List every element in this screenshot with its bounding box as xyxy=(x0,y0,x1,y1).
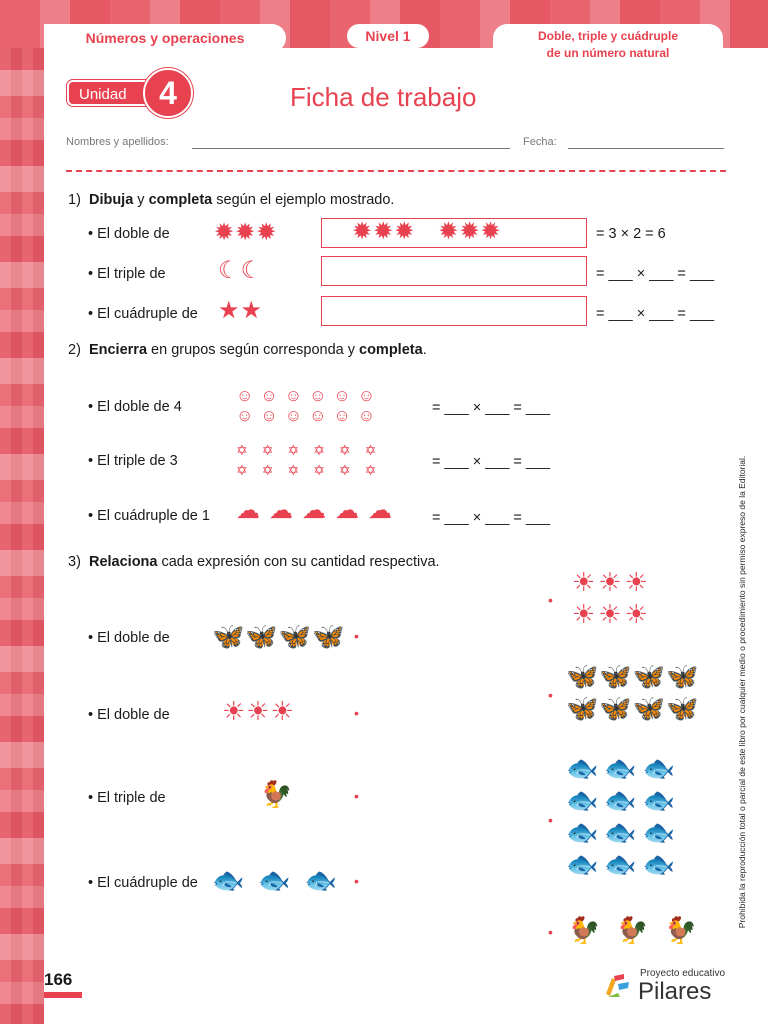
legal-notice: Prohibida la reproducción total o parcial de este libro por cualquier medio o procedimiento sin permiso expreso de la Editorial. xyxy=(737,455,747,929)
s3-left3-dot[interactable]: • xyxy=(354,788,359,804)
fish-row-1: 🐟🐟🐟 xyxy=(566,753,682,783)
section3-number: 3) xyxy=(68,554,81,570)
s2-row1-equation: = ___ × ___ = ___ xyxy=(432,400,551,416)
hen-icon: 🐓 xyxy=(260,779,294,809)
subtitle-line1: Doble, triple y cuádruple xyxy=(537,29,679,43)
section1-instruction xyxy=(68,192,394,208)
s3-right1-dot[interactable]: • xyxy=(548,592,553,608)
sun-row-2: ☀☀☀ xyxy=(572,599,651,629)
s1-row2-answer-box[interactable] xyxy=(321,256,587,286)
name-label: Nombres y apellidos: xyxy=(66,136,169,148)
sun-row-1: ☀☀☀ xyxy=(572,567,651,597)
smiley-row-1: ☺☺☺☺☺☺ xyxy=(236,386,383,405)
moon-icons: ☾☾ xyxy=(218,257,264,284)
example-drawing: ✹✹✹ ✹✹✹ xyxy=(352,218,502,245)
section2-text1: en grupos según corresponda y xyxy=(147,342,360,358)
section3-text1: cada expresión con su cantidad respectiva. xyxy=(157,554,440,570)
star-burst-icons: ✹✹✹ xyxy=(214,219,278,246)
star-icons: ★★ xyxy=(218,297,264,324)
subtitle-tab xyxy=(493,24,723,66)
smiley-icons xyxy=(236,386,382,426)
unit-number: 4 xyxy=(143,68,193,118)
section3-instruction xyxy=(68,554,440,570)
s3-right3-dot[interactable]: • xyxy=(548,812,553,828)
section1-number: 1) xyxy=(68,192,81,208)
s2-row3-label: • El cuádruple de 1 xyxy=(88,508,210,524)
hexagram-row-1: ✡✡✡✡✡✡ xyxy=(236,442,391,458)
dashed-divider xyxy=(66,170,726,172)
s1-row1-answer-box[interactable] xyxy=(321,218,587,248)
s1-row3-label: • El cuádruple de xyxy=(88,306,198,322)
date-label: Fecha: xyxy=(523,136,557,148)
s3-left1-dot[interactable]: • xyxy=(354,628,359,644)
s1-row2-label: • El triple de xyxy=(88,266,166,282)
subtitle-line2: de un número natural xyxy=(546,46,670,60)
fish-row-4: 🐟🐟🐟 xyxy=(566,849,682,879)
s1-row3-equation: = ___ × ___ = ___ xyxy=(596,306,715,322)
section3-verb1: Relaciona xyxy=(88,554,158,570)
s3-left4-label: • El cuádruple de xyxy=(88,875,198,891)
s2-row1-label: • El doble de 4 xyxy=(88,399,182,415)
s3-right2-dot[interactable]: • xyxy=(548,687,553,703)
s2-row2-equation: = ___ × ___ = ___ xyxy=(432,454,551,470)
s1-row3-answer-box[interactable] xyxy=(321,296,587,326)
section1-text2: según el ejemplo mostrado. xyxy=(212,192,395,208)
smiley-row-2: ☺☺☺☺☺☺ xyxy=(236,406,383,425)
sun-group-six xyxy=(572,566,651,630)
s2-row2-label: • El triple de 3 xyxy=(88,453,178,469)
cloud-icons: ☁☁☁☁☁ xyxy=(236,497,401,524)
decorative-sidebar xyxy=(0,0,44,1024)
s3-right4-dot[interactable]: • xyxy=(548,924,553,940)
fish-row-3: 🐟🐟🐟 xyxy=(566,817,682,847)
hexagram-row-2: ✡✡✡✡✡✡ xyxy=(236,462,391,478)
s3-left3-label: • El triple de xyxy=(88,790,166,806)
logo-tagline: Proyecto educativo xyxy=(640,968,726,979)
page-number-bar xyxy=(44,992,82,998)
s3-left2-dot[interactable]: • xyxy=(354,705,359,721)
level-tab: Nivel 1 xyxy=(347,24,429,48)
s3-left4-dot[interactable]: • xyxy=(354,873,359,889)
s3-left1-label: • El doble de xyxy=(88,630,170,646)
page-number: 166 xyxy=(44,970,73,989)
butterfly-icons: 🦋🦋🦋🦋 xyxy=(212,621,346,651)
s1-row2-equation: = ___ × ___ = ___ xyxy=(596,266,715,282)
section1-verb2: completa xyxy=(148,192,213,208)
hexagram-icons xyxy=(236,440,390,480)
fish-group-twelve xyxy=(566,752,681,880)
butterfly-group-eight xyxy=(566,660,700,724)
logo-name: Pilares xyxy=(638,978,712,1005)
pencil-logo-icon xyxy=(602,970,632,1000)
butterfly-row-2: 🦋🦋🦋🦋 xyxy=(566,693,700,723)
name-field[interactable] xyxy=(192,136,510,149)
s1-row1-equation: = 3 × 2 = 6 xyxy=(596,226,666,242)
s1-row1-label: • El doble de xyxy=(88,226,170,242)
s2-row3-equation: = ___ × ___ = ___ xyxy=(432,510,551,526)
butterfly-row-1: 🦋🦋🦋🦋 xyxy=(566,661,700,691)
section2-verb2: completa xyxy=(359,342,423,358)
fish-icons: 🐟🐟🐟 xyxy=(212,865,352,895)
topic-tab: Números y operaciones xyxy=(44,24,286,52)
date-field[interactable] xyxy=(568,136,724,149)
section2-number: 2) xyxy=(68,342,81,358)
unit-badge xyxy=(67,76,187,112)
page-title: Ficha de trabajo xyxy=(290,82,477,112)
publisher-logo xyxy=(600,964,730,1004)
section2-verb1: Encierra xyxy=(88,342,148,358)
unit-label: Unidad xyxy=(67,80,151,106)
s3-left2-label: • El doble de xyxy=(88,707,170,723)
hen-group-three: 🐓🐓🐓 xyxy=(568,915,714,945)
section2-instruction xyxy=(68,342,427,358)
fish-row-2: 🐟🐟🐟 xyxy=(566,785,682,815)
section1-text1: y xyxy=(133,192,149,208)
section2-text2: . xyxy=(422,342,427,358)
section1-verb1: Dibuja xyxy=(88,192,134,208)
sun-icons: ☀☀☀ xyxy=(222,696,295,726)
